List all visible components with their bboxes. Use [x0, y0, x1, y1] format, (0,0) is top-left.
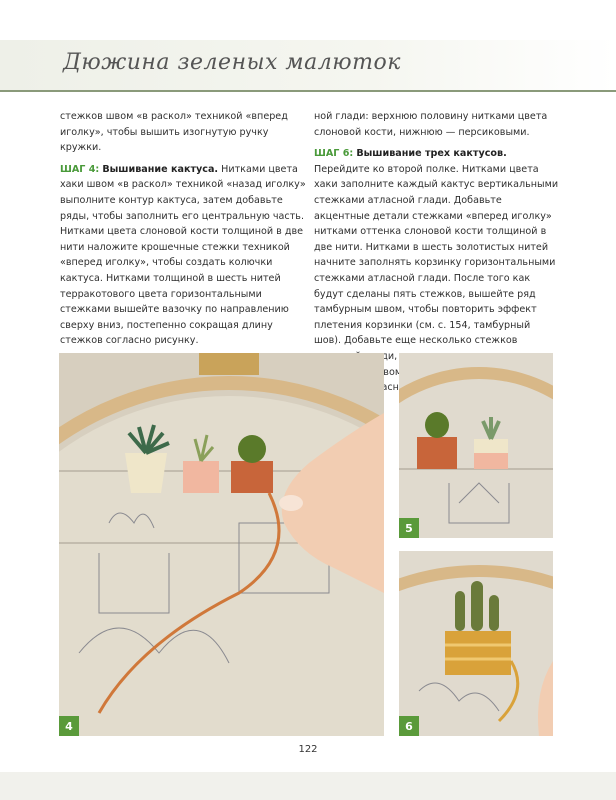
footer-band [0, 772, 616, 800]
header-divider [0, 90, 616, 92]
photo-step-5 [399, 353, 553, 538]
photo-number-badge-4: 4 [59, 716, 79, 736]
step-4-paragraph [60, 162, 306, 349]
left-continuation-paragraph: стежков швом «в раскол» техникой «вперед иголку», чтобы вышить изогнутую ручку кружки. [60, 111, 288, 154]
photo-number-badge-6: 6 [399, 716, 419, 736]
succulent-closeup-illustration [399, 353, 553, 538]
embroidery-hoop-illustration [59, 353, 384, 736]
step-4-text: Нитками цвета хаки швом «в раскол» техникой «назад иголку» выполните контур кактуса, затем добавьте ряды, чтобы заполнить его центральную часть. Нитками цвета слоновой кости толщиной в две нити наложите крошечные стежки техникой «вперед иголку», чтобы создать колючки кактуса. Нитками толщиной в шесть нитей терракотового цвета горизонтальными стежками вышейте вазочку по направлению сверху вниз, постепенно сокращая длину стежков согласно рисунку. [60, 163, 306, 347]
step-6-title: Вышивание трех кактусов. [356, 148, 507, 160]
step-4-title: Вышивание кактуса. [102, 163, 219, 175]
step-6-label: ШАГ 6: [314, 148, 354, 160]
chapter-title: Дюжина зеленых малюток [63, 50, 401, 75]
right-continuation-paragraph: ной глади: верхнюю половину нитками цвета слоновой кости, нижнюю — персиковыми. [314, 111, 548, 138]
photo-step-6 [399, 551, 553, 736]
step-4-label: ШАГ 4: [60, 163, 100, 175]
photo-step-4 [59, 353, 384, 736]
page-number: 122 [298, 744, 318, 755]
step-6-text: Перейдите ко второй полке. Нитками цвета хаки заполните каждый кактус вертикальными стежками атласной глади. Добавьте акцентные детали стежками «вперед иголку» нитками оттенка слоновой кости толщиной в две нити. Нитками в шесть золотистых нитей начните заполнять корзинку горизонтальными стежками атласной глади. После того как будут сделаны пять стежков, вышейте ряд тамбурным швом, чтобы повторить эффект плетения корзинки (см. с. 154, тамбурный шов). Добавьте еще несколько стежков швом атласной [314, 163, 559, 394]
cactus-basket-illustration [399, 551, 553, 736]
photo-number-badge-5: 5 [399, 518, 419, 538]
